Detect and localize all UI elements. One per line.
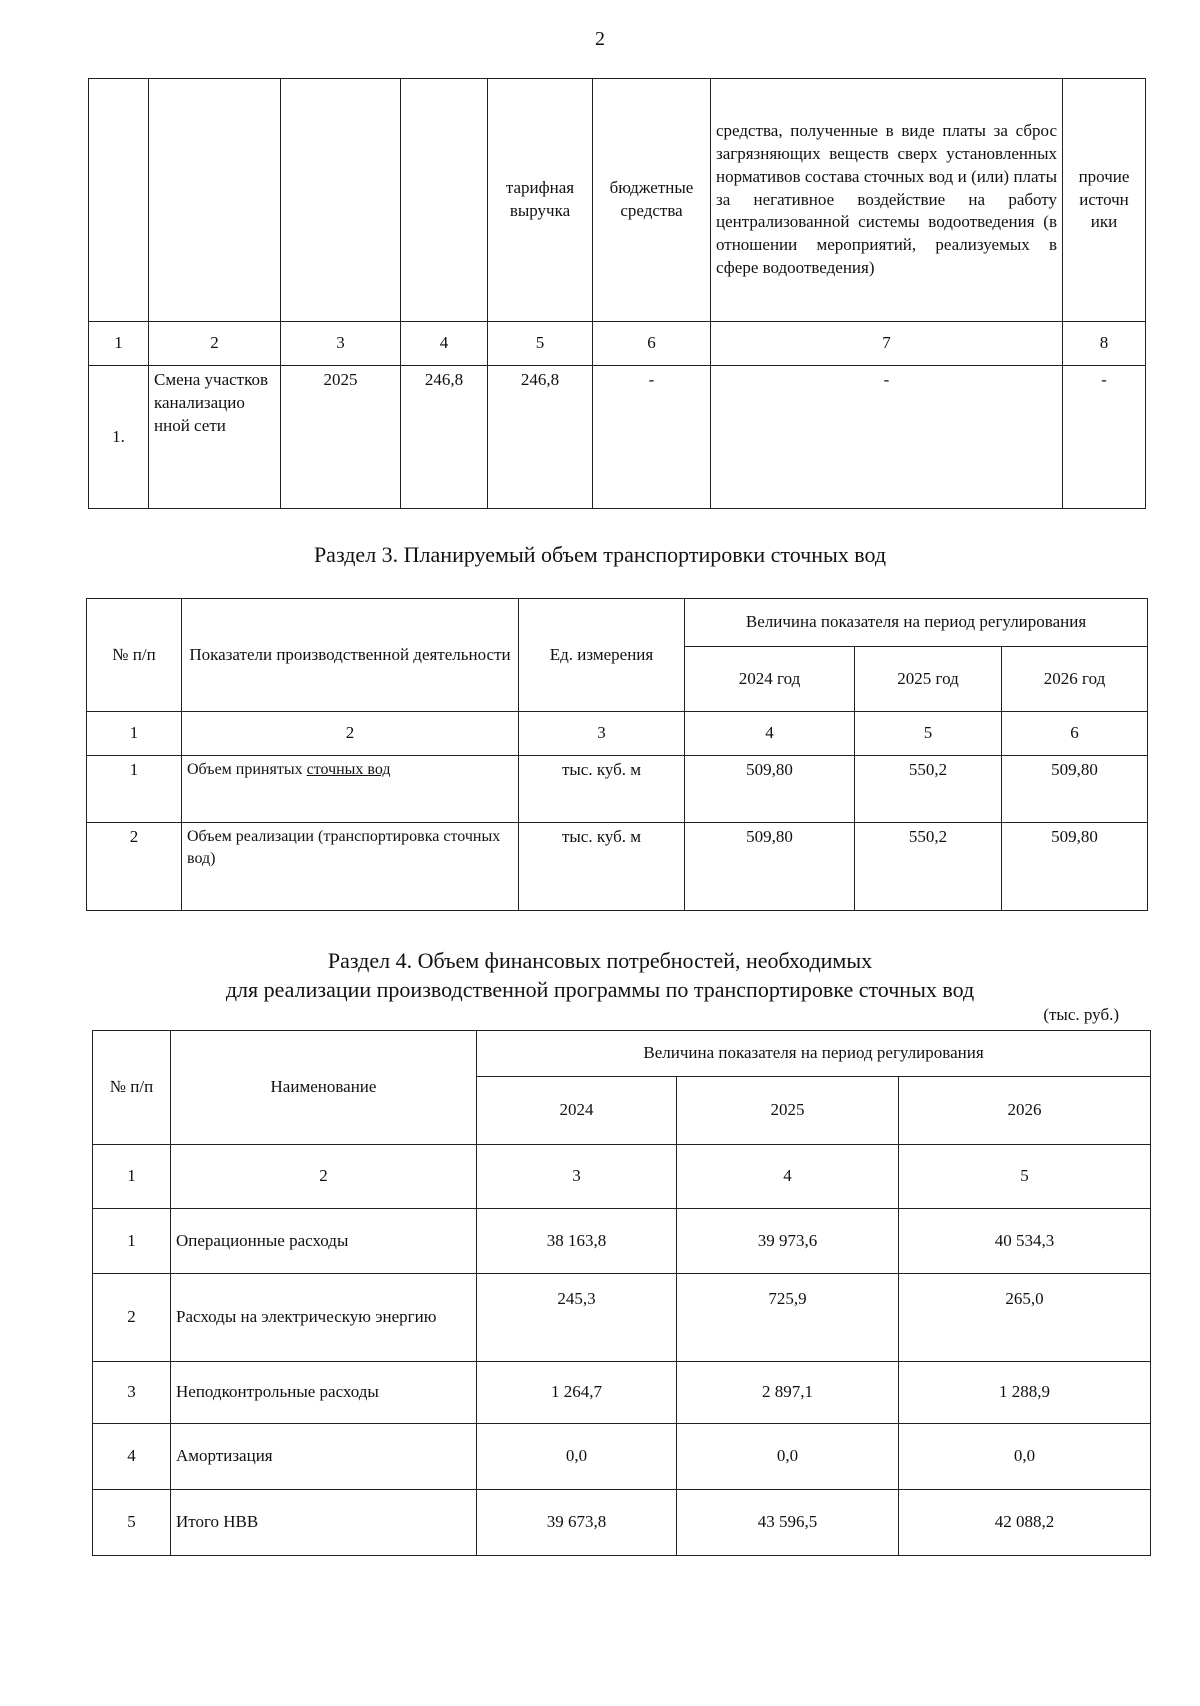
indicator-name-part: Объем принятых: [187, 761, 307, 778]
value-2025: 43 596,5: [677, 1490, 899, 1556]
measure-budget: -: [593, 366, 711, 509]
section3-title: Раздел 3. Планируемый объем транспортировки сточных вод: [313, 542, 887, 567]
header-cell-empty-1: [89, 79, 149, 322]
value-2024: 509,80: [685, 756, 855, 823]
header-row: [89, 79, 1146, 322]
value-2024: 245,3: [477, 1274, 677, 1362]
col-number: 4: [685, 712, 855, 756]
column-number-row: [93, 1145, 1151, 1209]
header-year: 2026 год: [1002, 647, 1148, 712]
col-number: 6: [593, 322, 711, 366]
page-number: 2: [595, 28, 605, 50]
section4-table: [92, 1030, 1151, 1556]
value-2025: 550,2: [855, 756, 1002, 823]
unit-note: (тыс. руб.): [1043, 1005, 1119, 1024]
header-cell-empty-3: [281, 79, 401, 322]
header-cell-empty-2: [149, 79, 281, 322]
header-tariff-revenue: тарифная выручка: [488, 79, 593, 322]
row-number: 2: [87, 823, 182, 911]
section4-title-line1: Раздел 4. Объем финансовых потребностей, необходимых: [327, 948, 873, 973]
table-row: [93, 1490, 1151, 1556]
table-row: [93, 1209, 1151, 1274]
header-row: [87, 599, 1148, 647]
indicator-name: Объем реализации (транспортировка сточных вод): [182, 823, 519, 911]
col-number: 5: [899, 1145, 1151, 1209]
header-num: № п/п: [87, 599, 182, 712]
table-row: [93, 1274, 1151, 1362]
measures-table-continuation: [88, 78, 1146, 509]
section4-title-line2: для реализации производственной программы по транспортировке сточных вод: [225, 976, 975, 1002]
header-name: Наименование: [171, 1031, 477, 1145]
row-number: 1: [93, 1209, 171, 1274]
unit-value: тыс. куб. м: [519, 756, 685, 823]
col-number: 3: [519, 712, 685, 756]
value-2025: 39 973,6: [677, 1209, 899, 1274]
expense-name: Итого НВВ: [171, 1490, 477, 1556]
expense-name: Амортизация: [171, 1424, 477, 1490]
table-row: [87, 823, 1148, 911]
value-2026: 0,0: [899, 1424, 1151, 1490]
header-period-group: Величина показателя на период регулирования: [685, 599, 1148, 647]
measure-name: Смена участков канализацио нной сети: [149, 366, 281, 509]
col-number: 1: [87, 712, 182, 756]
measure-fees: -: [711, 366, 1063, 509]
measure-tariff: 246,8: [488, 366, 593, 509]
value-2024: 0,0: [477, 1424, 677, 1490]
expense-name: Неподконтрольные расходы: [171, 1362, 477, 1424]
col-number: 3: [477, 1145, 677, 1209]
value-2024: 38 163,8: [477, 1209, 677, 1274]
column-number-row: [89, 322, 1146, 366]
value-2025: 725,9: [677, 1274, 899, 1362]
header-year: 2025: [677, 1077, 899, 1145]
header-budget-funds: бюджетные средства: [593, 79, 711, 322]
value-2026: 509,80: [1002, 756, 1148, 823]
expense-name: Операционные расходы: [171, 1209, 477, 1274]
col-number: 5: [855, 712, 1002, 756]
value-2026: 1 288,9: [899, 1362, 1151, 1424]
header-year: 2024 год: [685, 647, 855, 712]
col-number: 6: [1002, 712, 1148, 756]
header-row: [93, 1031, 1151, 1077]
header-cell-empty-4: [401, 79, 488, 322]
header-indicator: Показатели производственной деятельности: [182, 599, 519, 712]
section4-title: [0, 947, 1200, 1004]
value-2026: 509,80: [1002, 823, 1148, 911]
table-row: [87, 756, 1148, 823]
measure-year: 2025: [281, 366, 401, 509]
row-number: 3: [93, 1362, 171, 1424]
indicator-name: [182, 756, 519, 823]
column-number-row: [87, 712, 1148, 756]
unit-value: тыс. куб. м: [519, 823, 685, 911]
header-period-group: Величина показателя на период регулирования: [477, 1031, 1151, 1077]
col-number: 4: [677, 1145, 899, 1209]
value-2025: 2 897,1: [677, 1362, 899, 1424]
value-2025: 550,2: [855, 823, 1002, 911]
col-number: 2: [149, 322, 281, 366]
measure-other: -: [1063, 366, 1146, 509]
header-year: 2026: [899, 1077, 1151, 1145]
row-number: 1.: [89, 366, 149, 509]
row-number: 4: [93, 1424, 171, 1490]
col-number: 8: [1063, 322, 1146, 366]
value-2024: 39 673,8: [477, 1490, 677, 1556]
col-number: 3: [281, 322, 401, 366]
header-fee-funds: средства, полученные в виде платы за сброс загрязняющих веществ сверх установленных нормативов состава сточных вод и (или) платы за негативное воздействие на работу централизованной системы водоотведения (в отношении мероприятий, реализуемых в сфере водоотведения): [711, 79, 1063, 322]
value-2024: 509,80: [685, 823, 855, 911]
value-2026: 40 534,3: [899, 1209, 1151, 1274]
col-number: 7: [711, 322, 1063, 366]
col-number: 1: [93, 1145, 171, 1209]
table-row: [93, 1362, 1151, 1424]
header-unit: Ед. измерения: [519, 599, 685, 712]
value-2026: 265,0: [899, 1274, 1151, 1362]
header-year: 2024: [477, 1077, 677, 1145]
col-number: 1: [89, 322, 149, 366]
header-num: № п/п: [93, 1031, 171, 1145]
measure-total: 246,8: [401, 366, 488, 509]
expense-name: Расходы на электрическую энергию: [171, 1274, 477, 1362]
header-other-sources: прочие источн ики: [1063, 79, 1146, 322]
col-number: 2: [182, 712, 519, 756]
header-year: 2025 год: [855, 647, 1002, 712]
table-row: [93, 1424, 1151, 1490]
col-number: 5: [488, 322, 593, 366]
row-number: 1: [87, 756, 182, 823]
row-number: 5: [93, 1490, 171, 1556]
row-number: 2: [93, 1274, 171, 1362]
value-2024: 1 264,7: [477, 1362, 677, 1424]
col-number: 4: [401, 322, 488, 366]
value-2025: 0,0: [677, 1424, 899, 1490]
indicator-name-underlined: сточных вод: [306, 761, 391, 778]
col-number: 2: [171, 1145, 477, 1209]
table-row: [89, 366, 1146, 509]
value-2026: 42 088,2: [899, 1490, 1151, 1556]
section3-table: [86, 598, 1148, 911]
